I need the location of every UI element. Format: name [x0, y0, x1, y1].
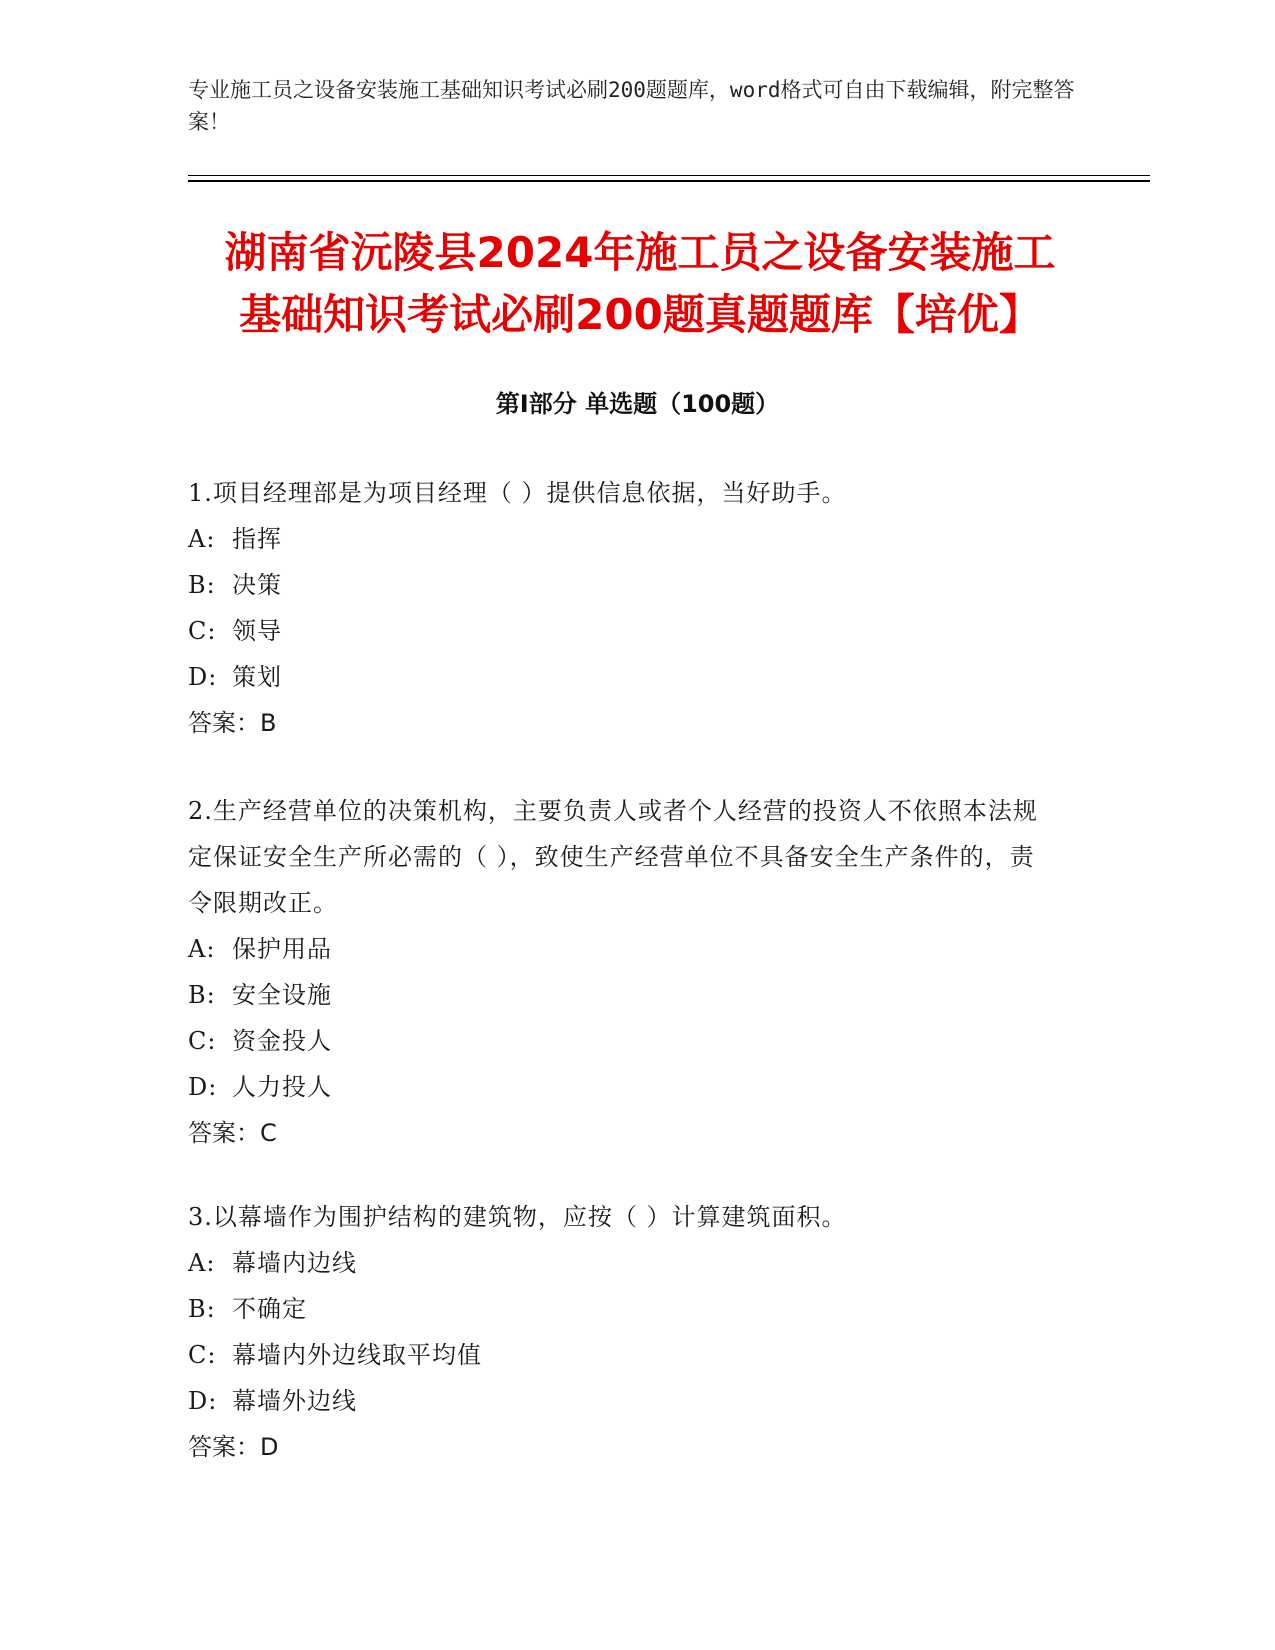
question-stem: 2.生产经营单位的决策机构，主要负责人或者个人经营的投资人不依照本法规定保证安全生产所必需的（ ），致使生产经营单位不具备安全生产条件的，责令限期改正。 — [188, 797, 1038, 917]
header-divider-thin — [188, 175, 1150, 176]
option-text: 资金投人 — [232, 1027, 332, 1055]
option-key: B: — [188, 1295, 216, 1323]
answer: 答案：B — [188, 709, 277, 737]
option-key: B: — [188, 981, 216, 1009]
option-text: 策划 — [232, 663, 282, 691]
section-title: 第I部分 单选题（100题） — [495, 390, 780, 418]
option-d — [188, 1378, 1088, 1424]
option-text: 不确定 — [232, 1295, 307, 1323]
option-c — [188, 1332, 1088, 1378]
option-key: D: — [188, 663, 218, 691]
option-text: 幕墙内边线 — [232, 1249, 357, 1277]
header-note: 专业施工员之设备安装施工基础知识考试必刷200题题库，word格式可自由下载编辑，附完整答案！ — [188, 78, 1075, 134]
option-c — [188, 608, 1088, 654]
option-text: 幕墙外边线 — [232, 1387, 357, 1415]
option-c — [188, 1018, 1088, 1064]
question-stem: 3.以幕墙作为围护结构的建筑物，应按（ ）计算建筑面积。 — [188, 1203, 847, 1231]
option-text: 领导 — [232, 617, 282, 645]
option-key: A: — [188, 935, 216, 963]
option-d — [188, 1064, 1088, 1110]
option-b — [188, 562, 1088, 608]
option-key: D: — [188, 1387, 218, 1415]
option-key: D: — [188, 1073, 218, 1101]
option-key: B: — [188, 571, 216, 599]
option-b — [188, 972, 1088, 1018]
question-2 — [188, 788, 1088, 1156]
question-stem: 1.项目经理部是为项目经理（ ）提供信息依据，当好助手。 — [188, 479, 847, 507]
option-a — [188, 516, 1088, 562]
option-text: 指挥 — [232, 525, 282, 553]
answer: 答案：D — [188, 1433, 279, 1461]
option-key: C: — [188, 1341, 217, 1369]
question-1 — [188, 470, 1088, 746]
option-text: 决策 — [232, 571, 282, 599]
document-title-line-1: 湖南省沅陵县2024年施工员之设备安装施工 — [224, 228, 1056, 277]
option-text: 安全设施 — [232, 981, 332, 1009]
option-text: 保护用品 — [232, 935, 332, 963]
document-title — [160, 222, 1120, 346]
option-d — [188, 654, 1088, 700]
option-key: A: — [188, 1249, 216, 1277]
question-3 — [188, 1194, 1088, 1470]
option-text: 幕墙内外边线取平均值 — [232, 1341, 482, 1369]
document-title-line-2: 基础知识考试必刷200题真题题库【培优】 — [239, 290, 1041, 339]
option-key: C: — [188, 1027, 217, 1055]
option-key: C: — [188, 617, 217, 645]
option-key: A: — [188, 525, 216, 553]
option-b — [188, 1286, 1088, 1332]
option-a — [188, 1240, 1088, 1286]
option-text: 人力投人 — [232, 1073, 332, 1101]
option-a — [188, 926, 1088, 972]
answer: 答案：C — [188, 1119, 277, 1147]
header-divider-thick — [188, 180, 1150, 182]
